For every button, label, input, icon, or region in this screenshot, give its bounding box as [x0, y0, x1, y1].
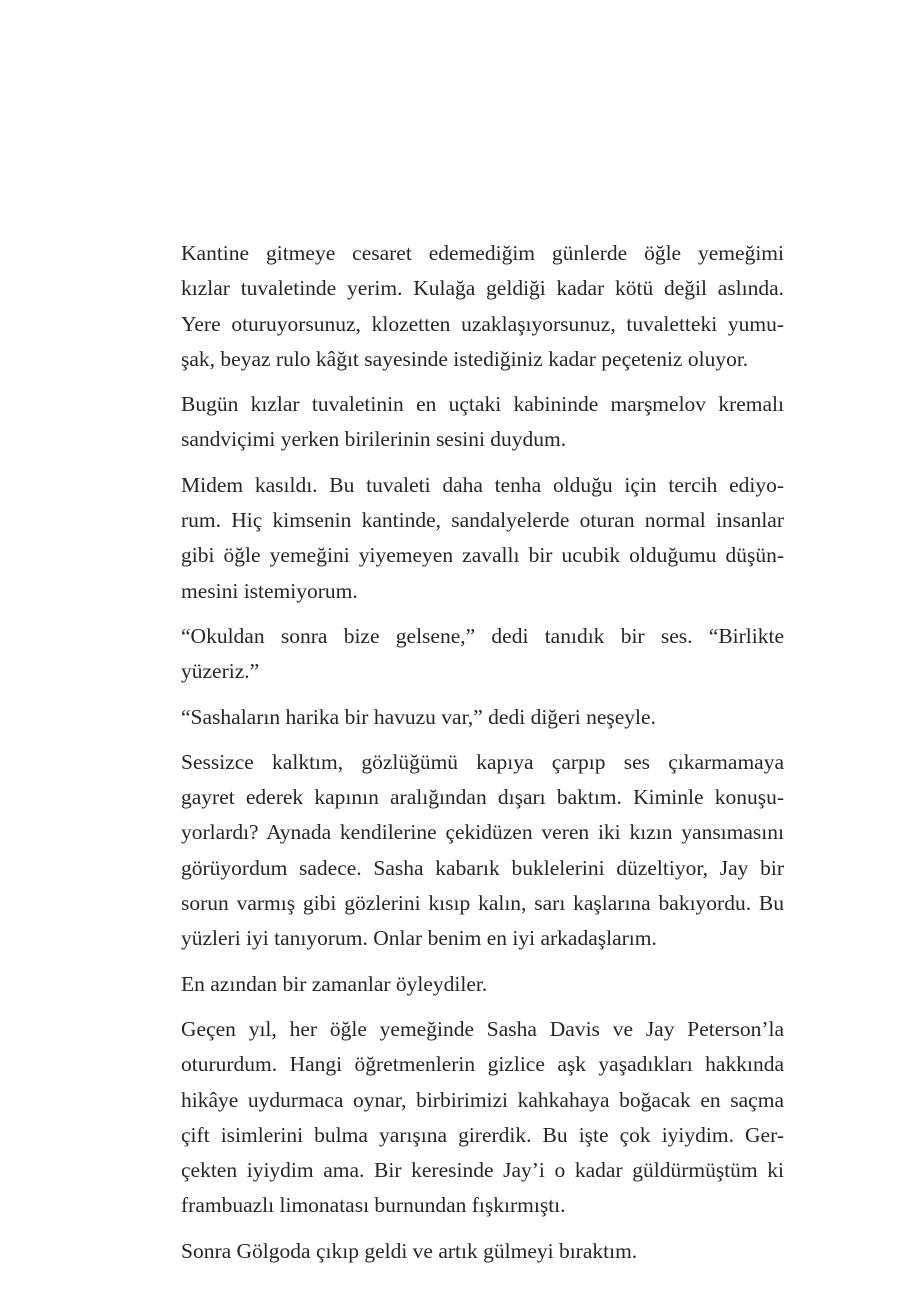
paragraph: [150, 1234, 784, 1269]
text-line: görüyordum sadece. Sasha kabarık buklelerini düzeltiyor, Jay bir: [181, 855, 784, 880]
paragraph: [150, 700, 784, 735]
text-line: Yere oturuyorsunuz, klozetten uzaklaşıyorsunuz, tuvaletteki yumu-: [181, 311, 784, 336]
text-line: sorun varmış gibi gözlerini kısıp kalın, sarı kaşlarına bakıyordu. Bu: [181, 891, 784, 916]
paragraph: [150, 745, 784, 957]
text-line: şak, beyaz rulo kâğıt sayesinde istediğiniz kadar peçeteniz oluyor.: [181, 346, 749, 371]
text-line: yüzleri iyi tanıyorum. Onlar benim en iyi arkadaşlarım.: [181, 926, 657, 951]
text-line: “Okuldan sonra bize gelsene,” dedi tanıdık bir ses. “Birlikte: [181, 623, 784, 648]
text-line: yorlardı? Aynada kendilerine çekidüzen veren iki kızın yansımasını: [181, 820, 784, 845]
text-line: Geçen yıl, her öğle yemeğinde Sasha Davis ve Jay Peterson’la: [181, 1016, 784, 1041]
text-line: Bugün kızlar tuvaletinin en uçtaki kabininde marşmelov kremalı: [181, 392, 784, 417]
text-line: hikâye uydurmaca oynar, birbirimizi kahkahaya boğacak en saçma: [181, 1087, 784, 1112]
text-line: otururdum. Hangi öğretmenlerin gizlice aşk yaşadıkları hakkında: [181, 1052, 784, 1077]
text-line: kızlar tuvaletinde yerim. Kulağa geldiği kadar kötü değil aslında.: [181, 276, 784, 301]
text-line: frambuazlı limonatası burnundan fışkırmıştı.: [181, 1193, 566, 1218]
paragraph: [150, 387, 784, 458]
text-line: çift isimlerini bulma yarışına girerdik. Bu işte çok iyiydim. Ger-: [181, 1122, 784, 1147]
text-line: Sessizce kalktım, gözlüğümü kapıya çarpıp ses çıkarmamaya: [181, 749, 784, 774]
text-line: gayret ederek kapının aralığından dışarı baktım. Kiminle konuşu-: [181, 785, 784, 810]
text-line: gibi öğle yemeğini yiyemeyen zavallı bir ucubik olduğumu düşün-: [181, 543, 784, 568]
paragraph: [150, 619, 784, 690]
text-line: rum. Hiç kimsenin kantinde, sandalyelerde oturan normal insanlar: [181, 508, 784, 533]
text-line: Sonra Gölgoda çıkıp geldi ve artık gülmeyi bıraktım.: [181, 1238, 638, 1263]
text-line: sandviçimi yerken birilerinin sesini duydum.: [181, 427, 567, 452]
text-line: yüzeriz.”: [181, 659, 260, 684]
text-line: “Sashaların harika bir havuzu var,” dedi diğeri neşeyle.: [181, 704, 656, 729]
paragraph: [150, 967, 784, 1002]
book-page-body: [150, 236, 784, 1279]
paragraph: [150, 468, 784, 609]
text-line: Kantine gitmeye cesaret edemediğim günlerde öğle yemeğimi: [181, 241, 784, 265]
text-line: çekten iyiydim ama. Bir keresinde Jay’i o kadar güldürmüştüm ki: [181, 1158, 784, 1183]
paragraph: [150, 236, 784, 377]
paragraph: [150, 1012, 784, 1224]
text-line: Midem kasıldı. Bu tuvaleti daha tenha olduğu için tercih ediyo-: [181, 472, 784, 497]
text-line: mesini istemiyorum.: [181, 578, 358, 603]
text-line: En azından bir zamanlar öyleydiler.: [181, 971, 488, 996]
